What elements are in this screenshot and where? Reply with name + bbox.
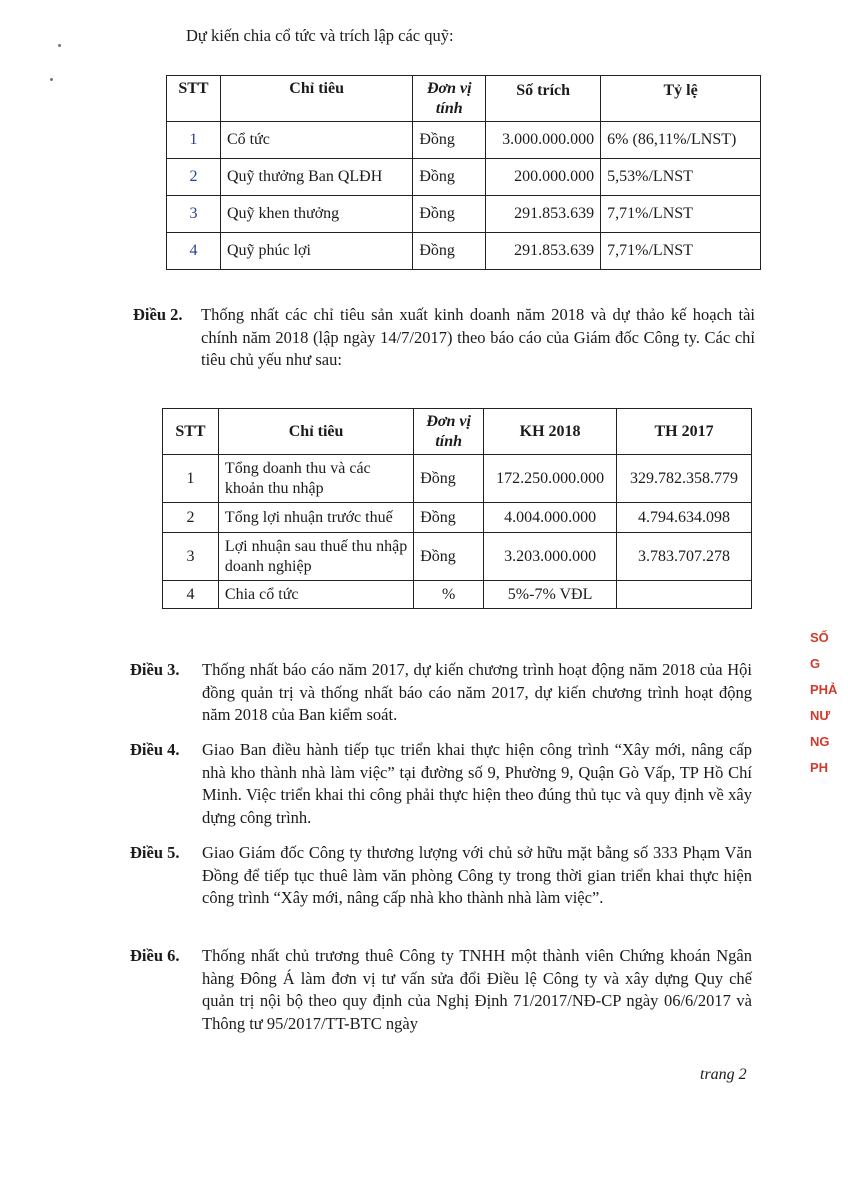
article-5-text: Giao Giám đốc Công ty thương lượng với chủ sở hữu mặt bằng số 333 Phạm Văn Đồng để tiếp tục thuê làm văn phòng Công ty trong thời gian triển khai thực hiện công trình “Xây mới, nâng cấp nhà kho thành nhà làm việc”. (202, 843, 752, 907)
business-targets-table (162, 408, 752, 609)
cell-unit: Đồng (414, 533, 484, 581)
cell-unit: % (414, 581, 484, 609)
col-header-indicator: Chỉ tiêu (220, 76, 412, 122)
article-2 (133, 304, 755, 372)
col-header-amount: Số trích (486, 76, 601, 122)
stamp-line: G (810, 656, 821, 671)
article-3 (130, 659, 752, 727)
cell-stt: 2 (163, 503, 219, 533)
cell-ratio: 7,71%/LNST (601, 233, 761, 270)
stamp-line: SỐ (810, 630, 829, 645)
cell-plan-2018: 3.203.000.000 (484, 533, 617, 581)
dividend-allocation-table (166, 75, 761, 270)
cell-stt: 4 (163, 581, 219, 609)
article-4 (130, 739, 752, 829)
article-5-label: Điều 5. (130, 843, 180, 862)
cell-stt: 3 (167, 196, 221, 233)
cell-amount: 200.000.000 (486, 159, 601, 196)
stamp-line: NG (810, 734, 830, 749)
cell-plan-2018: 4.004.000.000 (484, 503, 617, 533)
cell-unit: Đồng (414, 455, 484, 503)
cell-indicator: Quỹ phúc lợi (220, 233, 412, 270)
cell-actual-2017 (617, 581, 752, 609)
cell-actual-2017: 4.794.634.098 (617, 503, 752, 533)
cell-plan-2018: 5%-7% VĐL (484, 581, 617, 609)
cell-indicator: Quỹ khen thưởng (220, 196, 412, 233)
table-row (163, 533, 752, 581)
cell-unit: Đồng (414, 503, 484, 533)
table-row (167, 122, 761, 159)
table-row (163, 455, 752, 503)
table-row (167, 159, 761, 196)
article-3-label: Điều 3. (130, 660, 180, 679)
table-row (163, 581, 752, 609)
cell-unit: Đồng (413, 159, 486, 196)
cell-plan-2018: 172.250.000.000 (484, 455, 617, 503)
stamp-line: PHẢ (810, 682, 838, 697)
col-header-plan-2018: KH 2018 (484, 409, 617, 455)
cell-stt: 4 (167, 233, 221, 270)
cell-actual-2017: 3.783.707.278 (617, 533, 752, 581)
article-4-label: Điều 4. (130, 740, 180, 759)
table-row (163, 503, 752, 533)
stamp-line: NƯ (810, 708, 831, 723)
table-header-row (163, 409, 752, 455)
cell-unit: Đồng (413, 196, 486, 233)
cell-unit: Đồng (413, 233, 486, 270)
article-6-text: Thống nhất chủ trương thuê Công ty TNHH một thành viên Chứng khoán Ngân hàng Đông Á làm đơn vị tư vấn sửa đổi Điều lệ Công ty và xây dựng Quy chế quản trị nội bộ theo quy định của Nghị Định 71/2017/NĐ-CP ngày 06/6/2017 và Thông tư 95/2017/TT-BTC ngày (202, 946, 752, 1033)
scan-speck (50, 78, 53, 81)
col-header-ratio: Tỷ lệ (601, 76, 761, 122)
cell-amount: 291.853.639 (486, 233, 601, 270)
cell-indicator: Tổng lợi nhuận trước thuế (218, 503, 413, 533)
page-number: trang 2 (700, 1066, 747, 1083)
table-header-row (167, 76, 761, 122)
article-2-text: Thống nhất các chỉ tiêu sản xuất kinh doanh năm 2018 và dự thảo kế hoạch tài chính năm 2018 (lập ngày 14/7/2017) theo báo cáo của Giám đốc Công ty. Các chỉ tiêu chủ yếu như sau: (201, 305, 755, 369)
cell-stt: 1 (163, 455, 219, 503)
cell-stt: 3 (163, 533, 219, 581)
cell-ratio: 7,71%/LNST (601, 196, 761, 233)
red-stamp-fragment (810, 625, 848, 795)
cell-indicator: Lợi nhuận sau thuế thu nhập doanh nghiệp (218, 533, 413, 581)
col-header-stt: STT (163, 409, 219, 455)
cell-ratio: 6% (86,11%/LNST) (601, 122, 761, 159)
table1-intro: Dự kiến chia cổ tức và trích lập các quỹ: (186, 26, 454, 45)
cell-amount: 291.853.639 (486, 196, 601, 233)
cell-amount: 3.000.000.000 (486, 122, 601, 159)
cell-ratio: 5,53%/LNST (601, 159, 761, 196)
cell-indicator: Quỹ thưởng Ban QLĐH (220, 159, 412, 196)
cell-stt: 1 (167, 122, 221, 159)
table-row (167, 233, 761, 270)
col-header-indicator: Chỉ tiêu (218, 409, 413, 455)
stamp-line: PH (810, 760, 829, 775)
col-header-unit: Đơn vị tính (413, 76, 486, 122)
cell-actual-2017: 329.782.358.779 (617, 455, 752, 503)
scan-speck (58, 44, 61, 47)
article-5 (130, 842, 752, 910)
article-2-label: Điều 2. (133, 305, 183, 324)
cell-indicator: Chia cổ tức (218, 581, 413, 609)
col-header-actual-2017: TH 2017 (617, 409, 752, 455)
article-3-text: Thống nhất báo cáo năm 2017, dự kiến chương trình hoạt động năm 2018 của Hội đồng quản trị và thống nhất báo cáo năm 2017, dự kiến chương trình hoạt động năm 2018 của Ban kiểm soát. (202, 660, 752, 724)
cell-indicator: Tổng doanh thu và các khoản thu nhập (218, 455, 413, 503)
article-6-label: Điều 6. (130, 946, 180, 965)
cell-indicator: Cổ tức (220, 122, 412, 159)
table-row (167, 196, 761, 233)
article-4-text: Giao Ban điều hành tiếp tục triển khai thực hiện công trình “Xây mới, nâng cấp nhà kho thành nhà làm việc” tại đường số 9, Phường 9, Quận Gò Vấp, TP Hồ Chí Minh. Việc triển khai thi công phải thực hiện theo đúng thủ tục và quy định về xây dựng công trình. (202, 740, 752, 827)
article-6 (130, 945, 752, 1035)
cell-unit: Đồng (413, 122, 486, 159)
col-header-stt: STT (167, 76, 221, 122)
cell-stt: 2 (167, 159, 221, 196)
col-header-unit: Đơn vị tính (414, 409, 484, 455)
